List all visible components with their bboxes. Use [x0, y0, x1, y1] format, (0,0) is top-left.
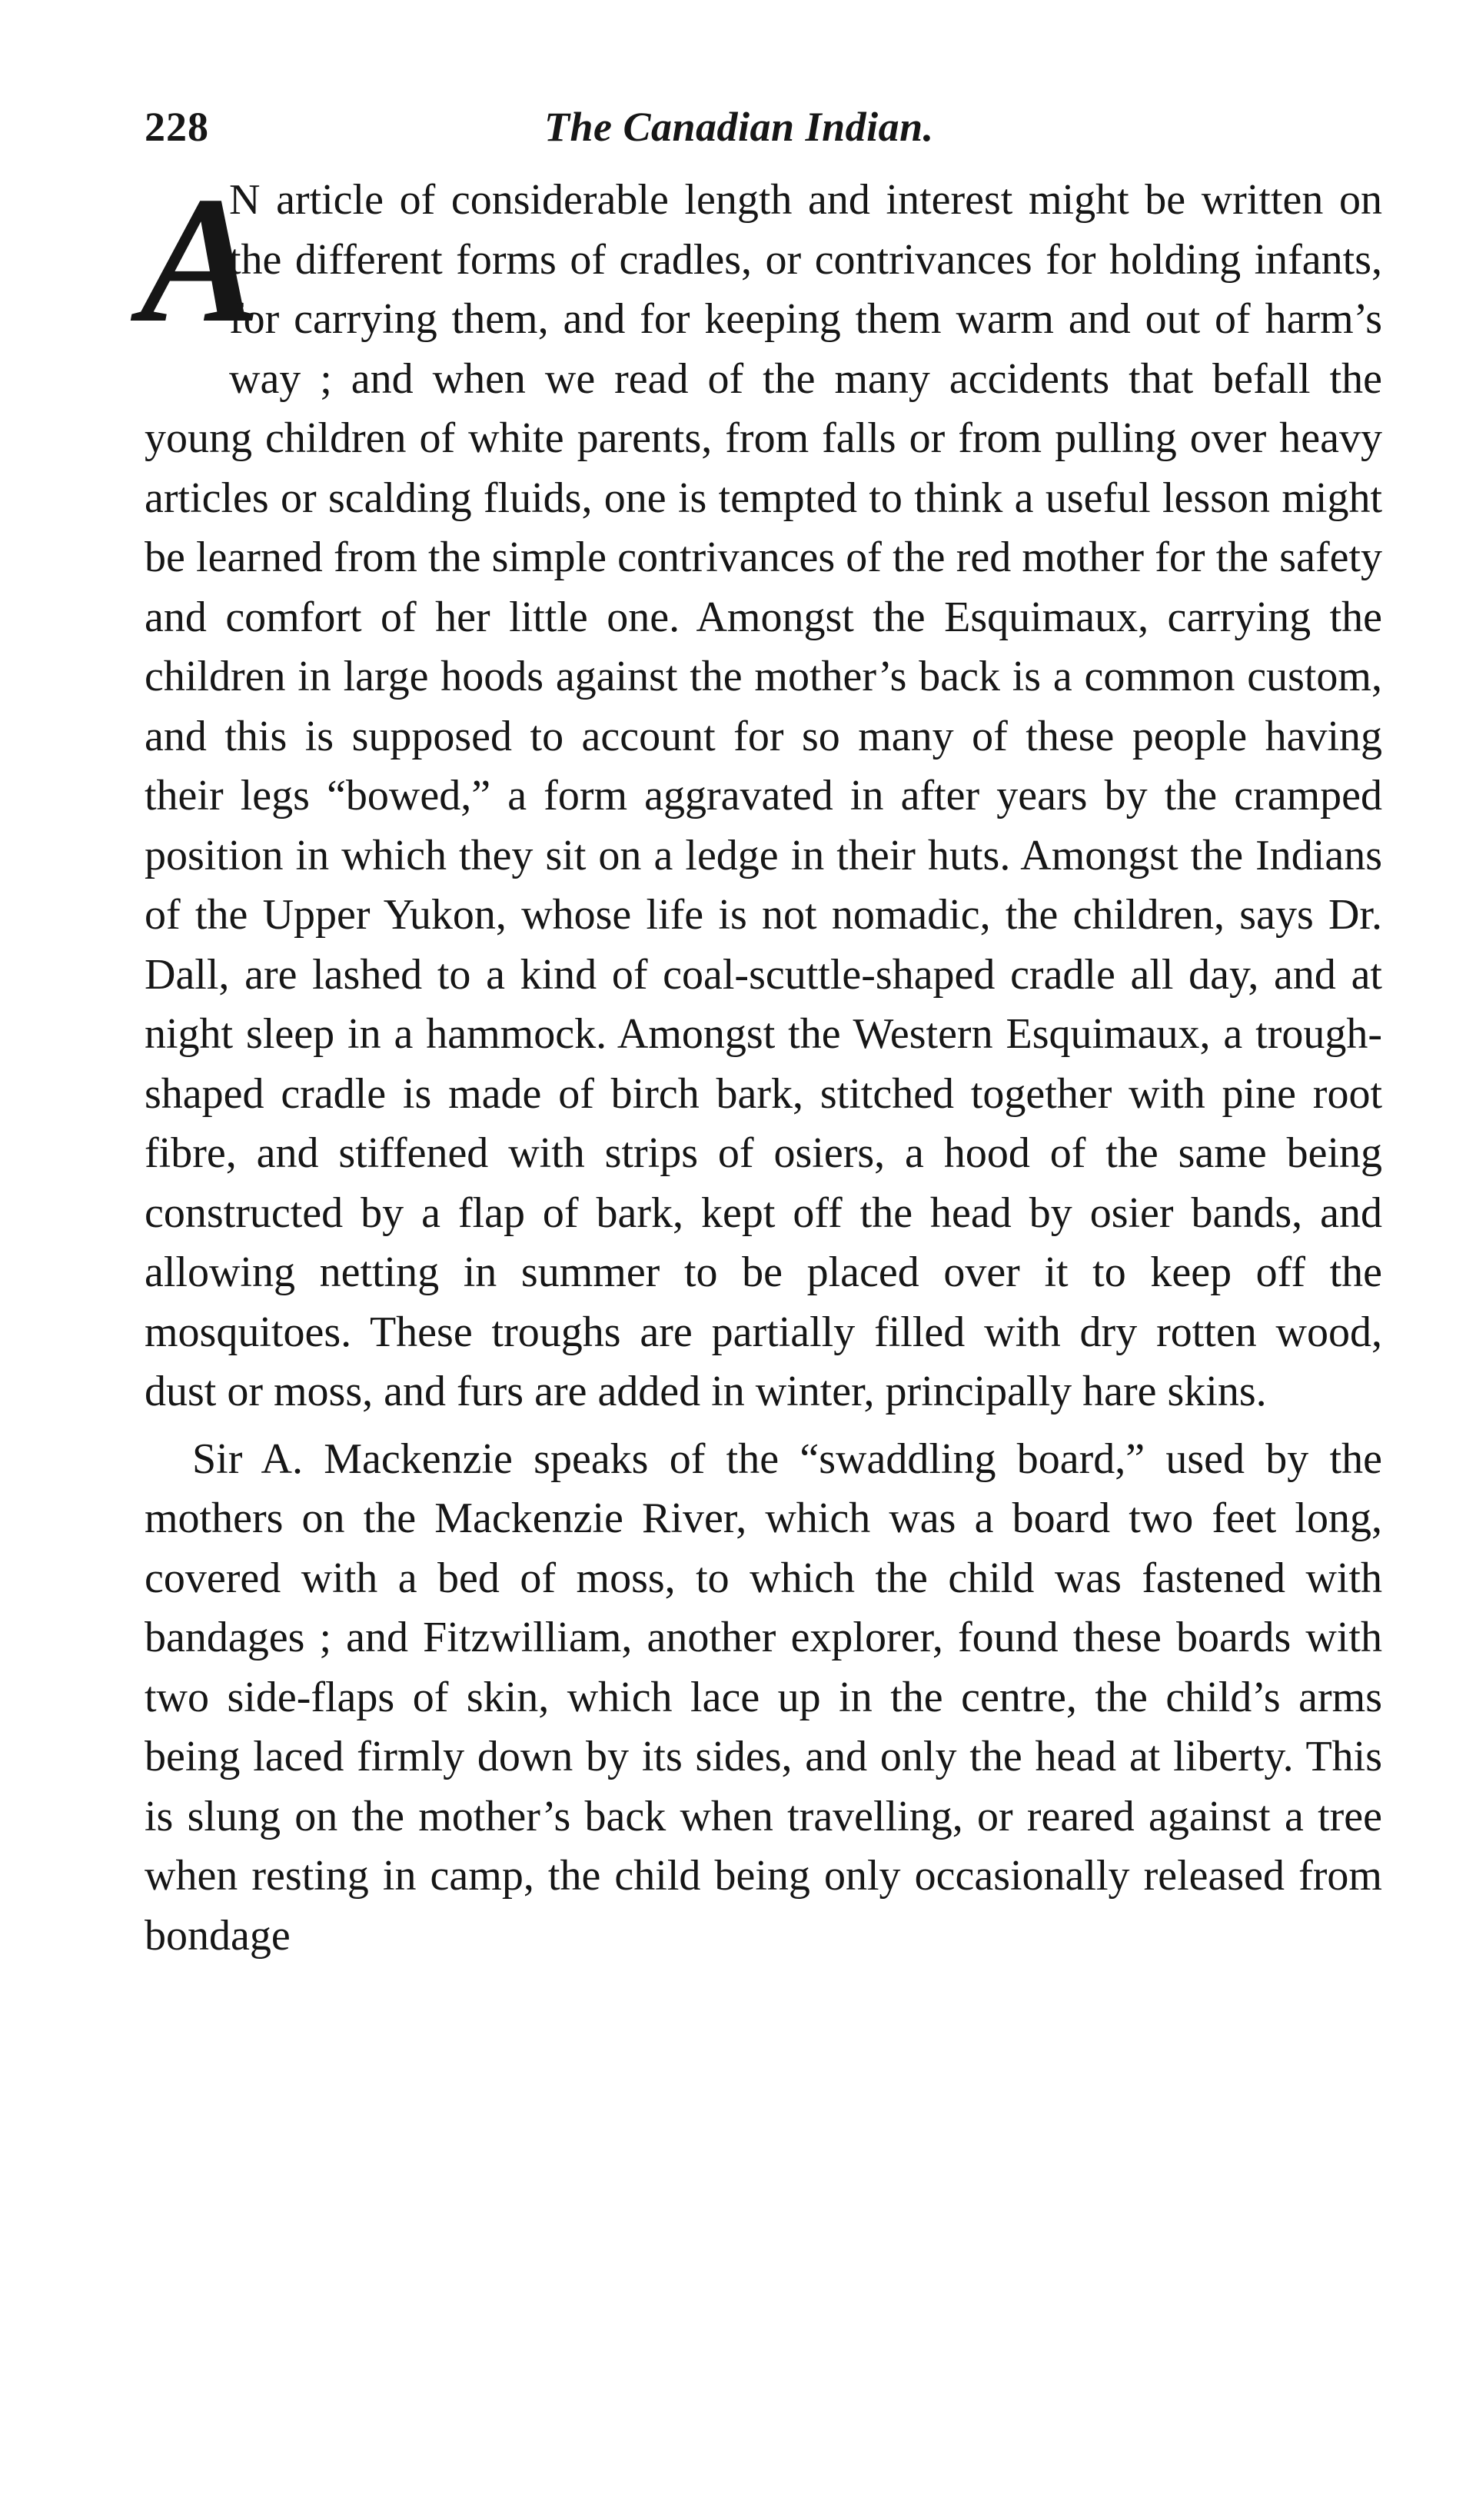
drop-cap: A: [140, 160, 261, 361]
body-text: [140, 160, 1382, 1966]
paragraph-1: [140, 160, 1382, 1422]
page-number: 228: [145, 104, 209, 150]
running-head: [145, 92, 1382, 161]
book-page: [140, 92, 1382, 1966]
running-title: The Canadian Indian.: [544, 104, 934, 150]
paragraph-1-text: N article of considerable length and interest might be written on the different forms of cradles, or contrivances for holding infants, for carrying them, and for keeping them warm and out of harm’s way ; and when we read of the many accidents that befall the young children of white parents, from falls or from pulling over heavy articles or scalding fluids, one is tempted to think a useful lesson might be learned from the simple contrivances of the red mother for the safety and comfort of her little one. Amongst the Esquimaux, carrying the children in large hoods against the mother’s back is a common custom, and this is supposed to account for so many of these people having their legs “bowed,” a form aggravated in after years by the cramped position in which they sit on a ledge in their huts. Amongst the Indians of the Upper Yukon, whose life is not nomadic, the children, says Dr. Dall, are lashed to a kind of coal-scuttle-shaped cradle all day, and at night sleep in a hammock. Amongst the Western Esquimaux, a trough-shaped cradle is made of birch bark, stitched together with pine root fibre, and stiffened with strips of osiers, a hood of the same being constructed by a flap of bark, kept off the head by osier bands, and allowing netting in summer to be placed over it to keep off the mosquitoes. These troughs are partially filled with dry rotten wood, dust or moss, and furs are added in winter, principally hare skins.: [145, 176, 1382, 1415]
paragraph-2: Sir A. Mackenzie speaks of the “swaddling board,” used by the mothers on the Mackenzie River, which was a board two feet long, covered with a bed of moss, to which the child was fastened with bandages ; and Fitzwilliam, another explorer, found these boards with two side-flaps of skin, which lace up in the centre, the child’s arms being laced firmly down by its sides, and only the head at liberty. This is slung on the mother’s back when travelling, or reared against a tree when resting in camp, the child being only occasionally released from bondage: [145, 1435, 1382, 1960]
